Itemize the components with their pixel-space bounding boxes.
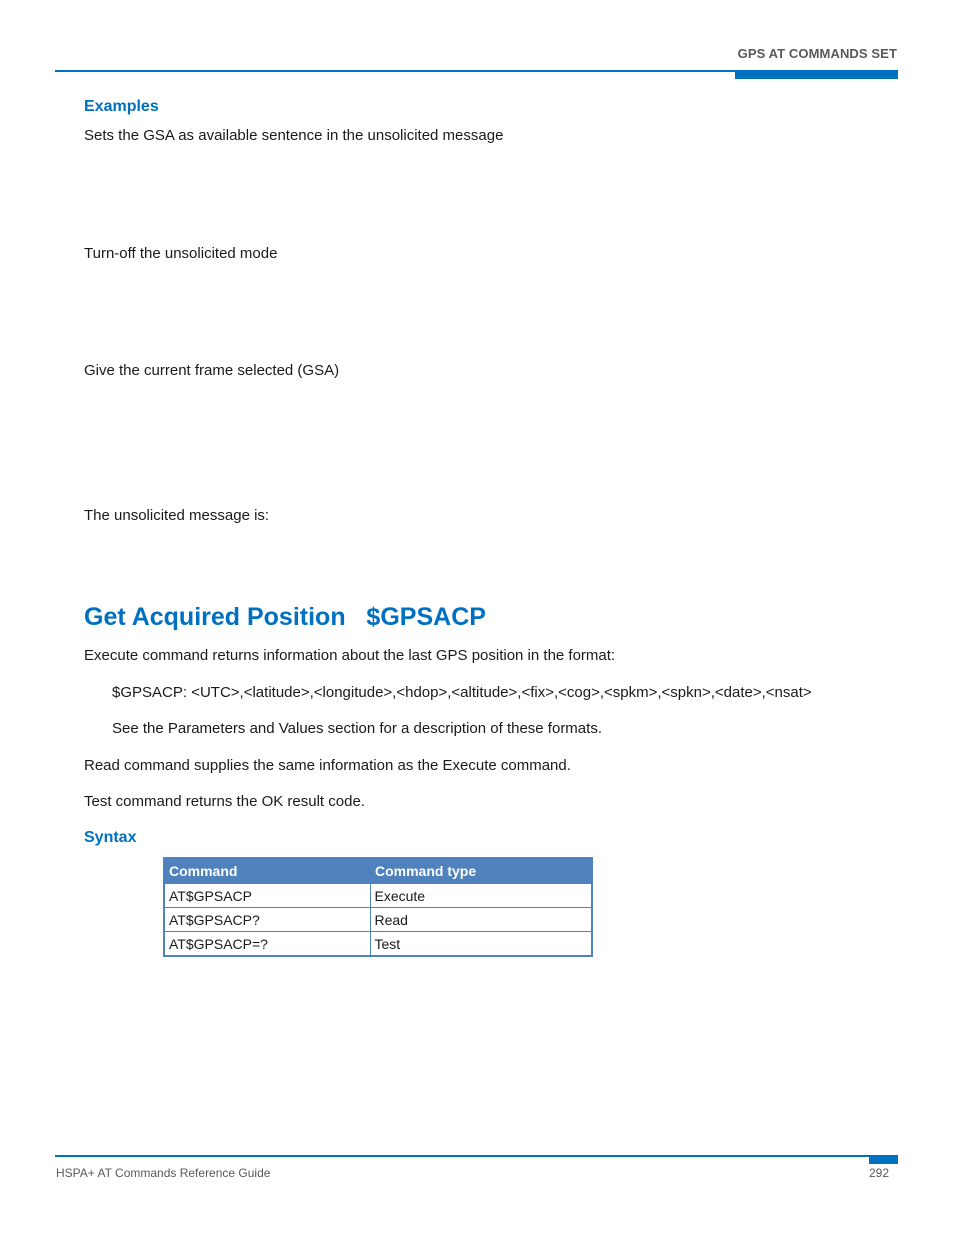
column-header-command-type: Command type [370,858,592,883]
read-description: Read command supplies the same information as the Execute command. [84,757,571,774]
page-number: 292 [869,1166,890,1180]
syntax-table [163,857,593,957]
table-row [164,908,592,932]
command-cell: AT$GPSACP [164,883,370,908]
section-title: Get Acquired Position $GPSACP [84,603,486,631]
header-accent-block [735,70,898,79]
syntax-heading: Syntax [84,829,137,846]
table-header-row [164,858,592,883]
test-description: Test command returns the OK result code. [84,793,365,810]
execute-description: Execute command returns information about the last GPS position in the format: [84,647,616,664]
command-cell: AT$GPSACP? [164,908,370,932]
example-line-1: Sets the GSA as available sentence in the unsolicited message [84,127,504,144]
command-type-cell: Test [370,932,592,957]
table-row [164,883,592,908]
column-header-command: Command [164,858,370,883]
command-cell: AT$GPSACP=? [164,932,370,957]
running-header-title: GPS AT COMMANDS SET [737,46,897,61]
examples-heading: Examples [84,98,159,115]
table-row [164,932,592,957]
footer-document-title: HSPA+ AT Commands Reference Guide [56,1166,271,1180]
footer-rule [55,1155,898,1157]
footer-accent-block [869,1155,898,1164]
example-line-2: Turn-off the unsolicited mode [84,245,278,262]
example-line-3: Give the current frame selected (GSA) [84,362,340,379]
example-line-4: The unsolicited message is: [84,507,270,524]
response-format: $GPSACP: <UTC>,<latitude>,<longitude>,<hdop>,<altitude>,<fix>,<cog>,<spkm>,<spkn>,<date>,<nsat> [112,684,812,701]
command-type-cell: Execute [370,883,592,908]
see-also-note: See the Parameters and Values section for a description of these formats. [112,720,602,737]
command-type-cell: Read [370,908,592,932]
